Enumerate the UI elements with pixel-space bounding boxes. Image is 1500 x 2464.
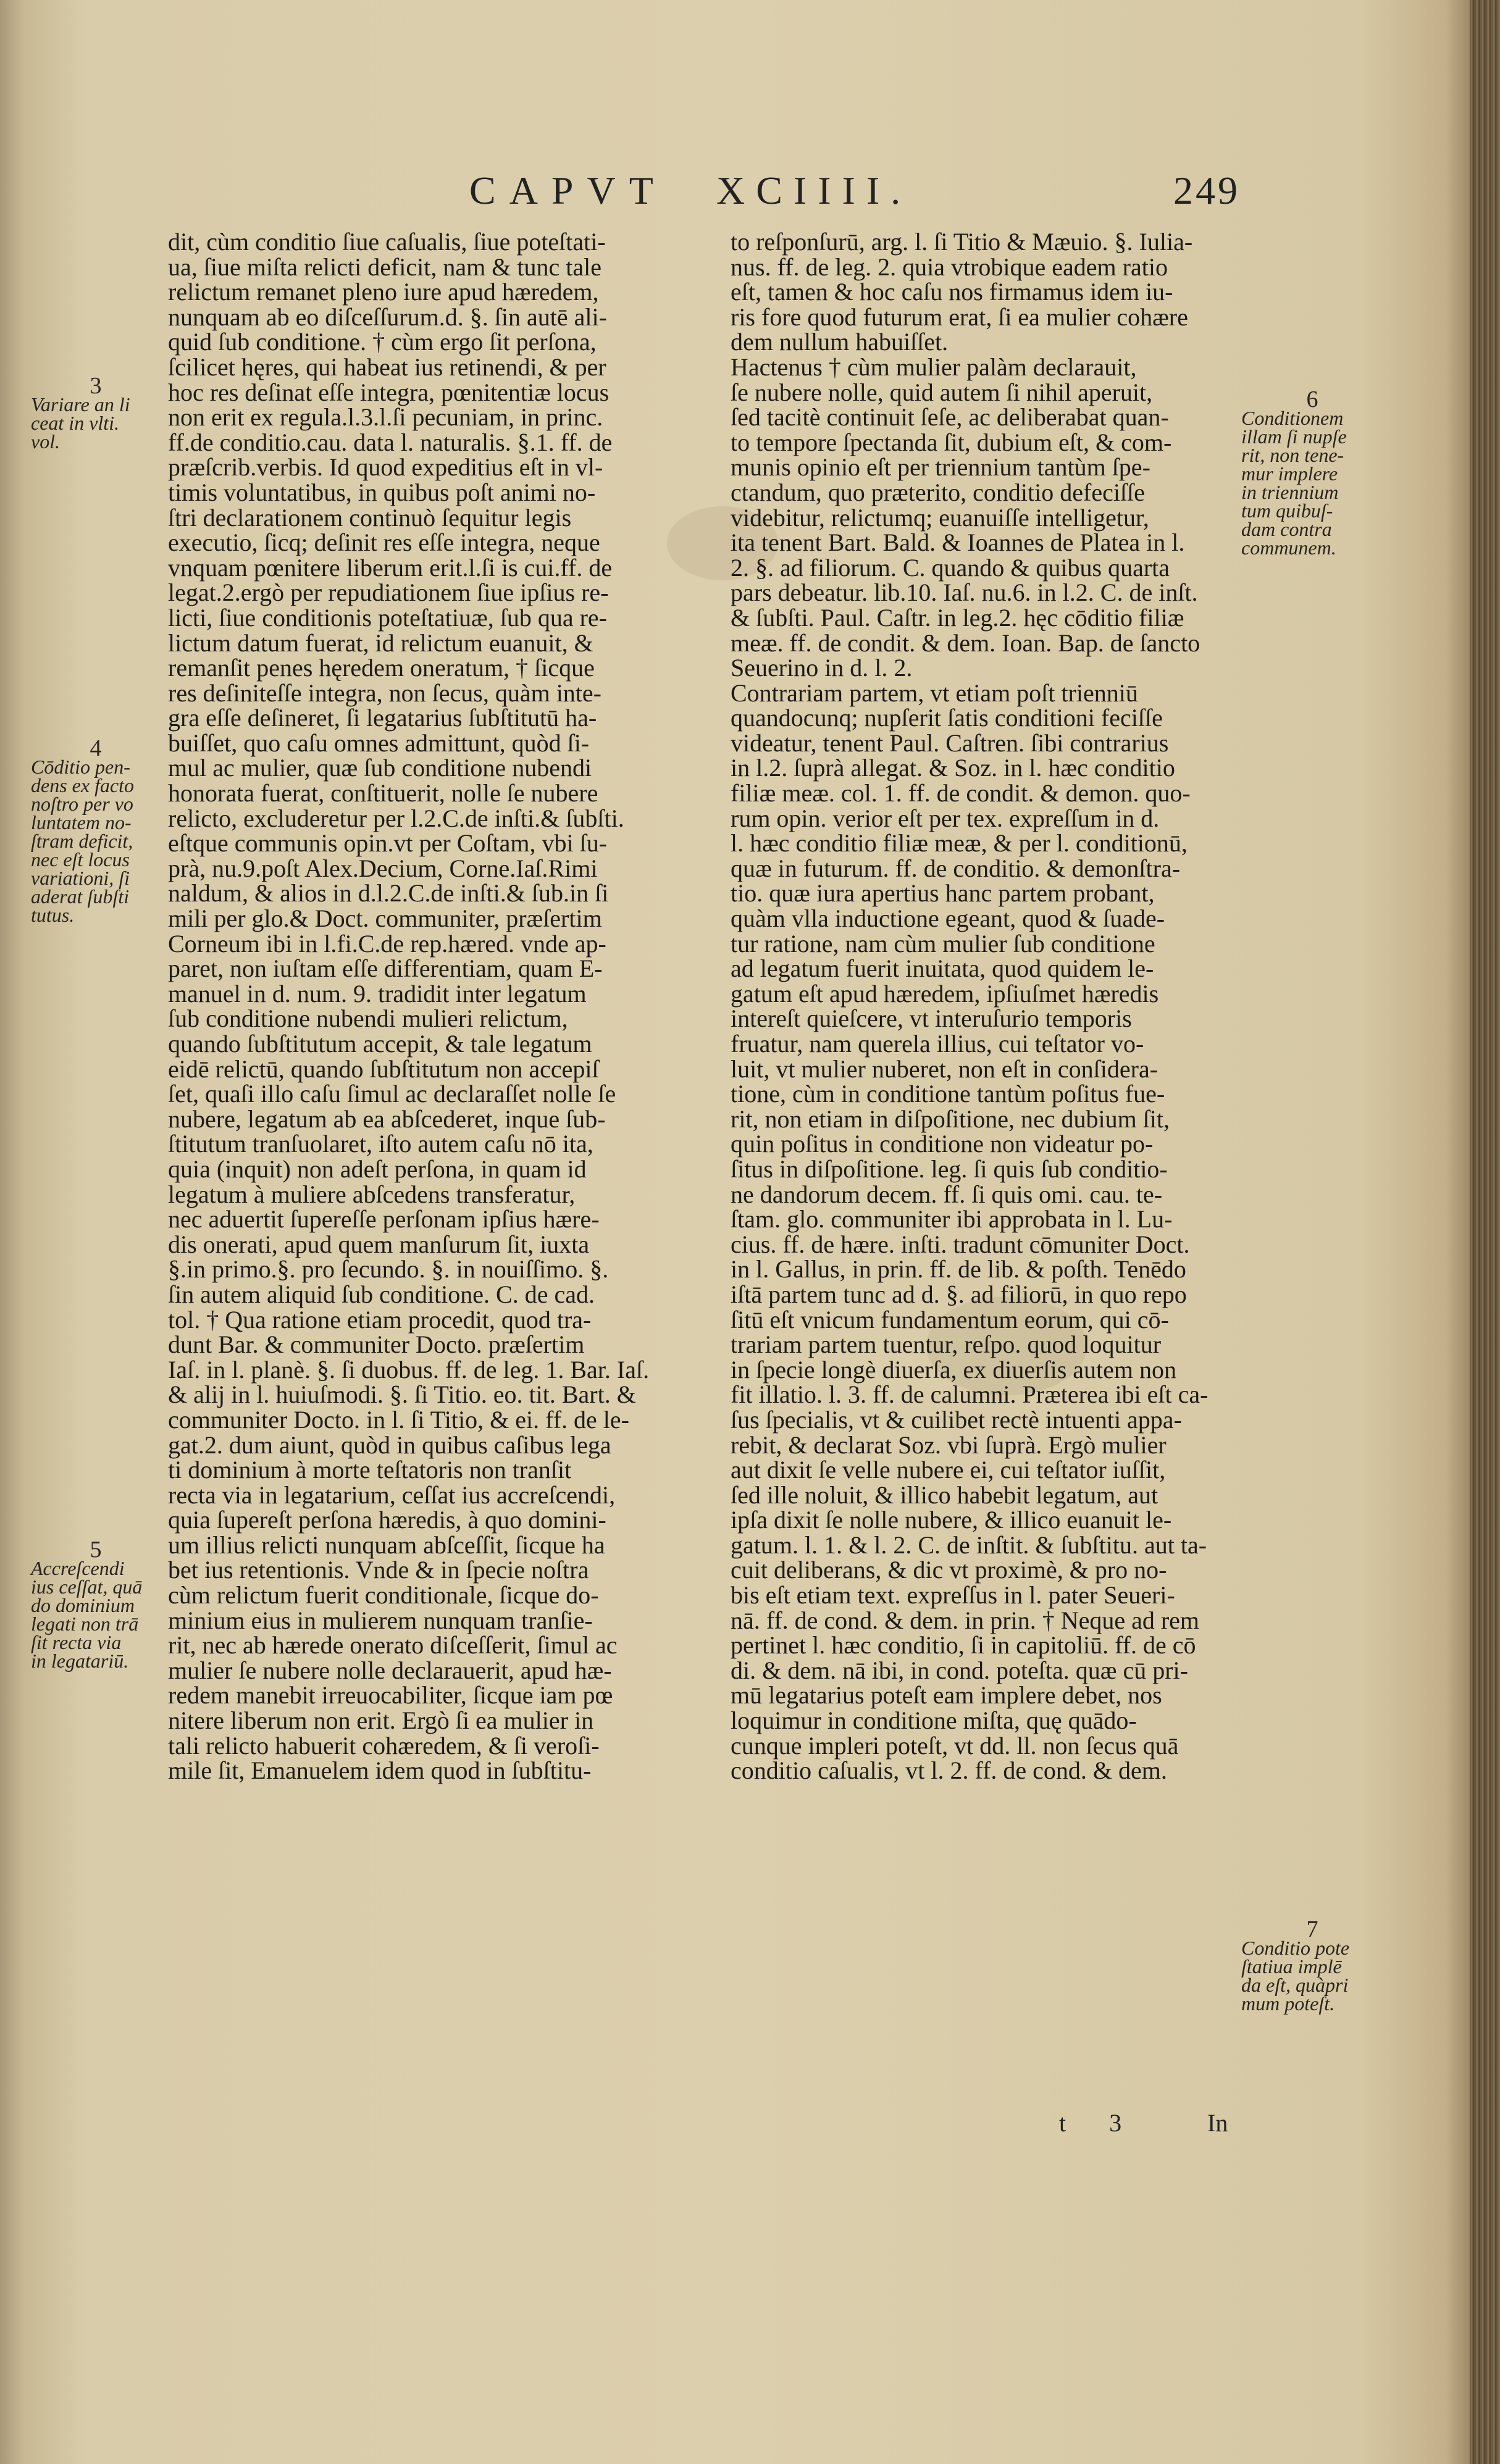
- text-line: tione, cùm in conditione tantùm poſitus fue-: [731, 1080, 1165, 1108]
- text-line: to tempore ſpectanda ſit, dubium eſt, & com-: [731, 428, 1172, 456]
- text-line: um illius relicti nunquam abſceſſit, ſicque ha: [168, 1531, 605, 1559]
- text-line: meæ. ff. de condit. & dem. Ioan. Bap. de ſancto: [731, 629, 1200, 657]
- text-line: nubere, legatum ab ea abſcederet, inque ſub-: [168, 1105, 606, 1133]
- signature-mark: t 3: [1059, 2109, 1141, 2137]
- text-line: vnquam pœnitere liberum erit.l.ſi is cui.ff. de: [168, 553, 613, 582]
- page-number: 249: [1173, 169, 1240, 212]
- text-line: conditio caſualis, vt l. 2. ff. de cond. & dem.: [731, 1756, 1167, 1785]
- text-line: legat.2.ergò per repudiationem ſiue ipſius re-: [168, 578, 609, 607]
- text-line: fruatur, nam querela illius, cui teſtator vo-: [731, 1030, 1144, 1058]
- margin-note-line: dam contra: [1241, 518, 1332, 540]
- text-line: ſed tacitè continuit ſeſe, ac deliberabat quan-: [731, 403, 1169, 432]
- text-line: ſed ille noluit, & illico habebit legatum, aut: [731, 1480, 1159, 1509]
- text-line: recta via in legatarium, ceſſat ius accreſcendi,: [168, 1480, 616, 1509]
- text-line: bet ius retentionis. Vnde & in ſpecie noſtra: [168, 1556, 589, 1584]
- text-line: lictum datum fuerat, id relictum euanuit, &: [168, 629, 593, 657]
- margin-note-line: do dominium: [31, 1594, 135, 1616]
- text-line: nitere liberum non erit. Ergò ſi ea mulier in: [168, 1706, 594, 1735]
- text-line: tol. † Qua ratione etiam procedit, quod tra-: [168, 1305, 592, 1334]
- margin-note-line: mum poteſt.: [1241, 1992, 1335, 2015]
- margin-note-line: mur implere: [1241, 462, 1338, 485]
- text-line: mili per glo.& Doct. communiter, præſertim: [168, 904, 602, 933]
- text-line: & ſubſti. Paul. Caſtr. in leg.2. hęc cōditio filiæ: [731, 603, 1184, 632]
- text-line: dunt Bar. & communiter Docto. præſertim: [168, 1330, 585, 1359]
- text-line: ſtri declarationem continuò ſequitur legis: [168, 503, 572, 532]
- text-line: aut dixit ſe velle nubere ei, cui teſtator iuſſit,: [731, 1456, 1166, 1484]
- text-line: ne dandorum decem. ff. ſi quis omi. cau. te-: [731, 1180, 1163, 1208]
- text-line: intereſt quieſcere, vt interuſurio temporis: [731, 1004, 1132, 1033]
- text-line: trariam partem tuentur, reſpo. quod loquitur: [731, 1330, 1162, 1359]
- text-line: in l.2. ſuprà allegat. & Soz. in l. hæc conditio: [731, 754, 1175, 782]
- text-line: iſtā partem tunc ad d. §. ad filiorū, in quo repo: [731, 1280, 1187, 1308]
- text-line: munis opinio eſt per triennium tantùm ſpe-: [731, 453, 1150, 482]
- text-line: gatum eſt apud hæredem, ipſiuſmet hæredis: [731, 979, 1159, 1008]
- text-line: eſt, tamen & hoc caſu nos firmamus idem iu-: [731, 278, 1173, 306]
- margin-note-number: 7: [1306, 1916, 1318, 1942]
- text-line: cuit deliberans, & dic vt proximè, & pro no-: [731, 1556, 1167, 1584]
- text-line: ris fore quod futurum erat, ſi ea mulier cohære: [731, 303, 1188, 331]
- text-line: præſcrib.verbis. Id quod expeditius eſt in vl-: [168, 453, 603, 482]
- margin-note-7: [1241, 1916, 1383, 2015]
- text-line: ſtam. glo. communiter ibi approbata in l. Lu-: [731, 1205, 1173, 1234]
- text-line: §.in primo.§. pro ſecundo. §. in nouiſſimo. §.: [168, 1255, 609, 1284]
- text-line: filiæ meæ. col. 1. ff. de condit. & demon. quo-: [731, 779, 1191, 808]
- margin-note-6: [1241, 386, 1383, 559]
- margin-note-4: [31, 735, 161, 926]
- text-line: ſitū eſt vnicum fundamentum eorum, qui cō-: [731, 1305, 1169, 1334]
- text-line: quandocunq; nupſerit ſatis conditioni feciſſe: [731, 704, 1163, 732]
- margin-note-line: communem.: [1241, 537, 1336, 559]
- text-line: & alij in l. huiuſmodi. §. ſi Titio. eo. tit. Bart. &: [168, 1380, 636, 1409]
- text-line: rit, nec ab hærede onerato diſceſſerit, ſimul ac: [168, 1631, 618, 1660]
- text-line: ſitus in diſpoſitione. leg. ſi quis ſub conditio-: [731, 1155, 1168, 1183]
- text-line: Hactenus † cùm mulier palàm declarauit,: [731, 353, 1137, 381]
- text-line: luit, vt mulier nuberet, non eſt in conſidera-: [731, 1055, 1159, 1083]
- margin-note-line: luntatem no-: [31, 811, 132, 833]
- margin-note-line: rit, non tene-: [1241, 444, 1344, 466]
- text-line: paret, non iuſtam eſſe differentiam, quam E-: [168, 954, 603, 983]
- text-line: cunque impleri poteſt, vt dd. ll. non ſecus quā: [731, 1731, 1179, 1760]
- text-line: buiſſet, quo caſu omnes admittunt, quòd ſi-: [168, 729, 590, 757]
- text-line: communiter Docto. in l. ſi Titio, & ei. ff. de le-: [168, 1405, 629, 1434]
- text-line: mulier ſe nubere nolle declarauerit, apud hæ-: [168, 1656, 612, 1684]
- text-line: ſin autem aliquid ſub conditione. C. de cad.: [168, 1280, 595, 1308]
- left-text-column: [168, 230, 693, 1784]
- text-line: quia (inquit) non adeſt perſona, in quam id: [168, 1155, 587, 1183]
- text-line: in ſpecie longè diuerſa, ex diuerſis autem non: [731, 1355, 1176, 1384]
- margin-note-line: illam ſi nupſe: [1241, 425, 1347, 448]
- margin-note-line: Variare an li: [31, 393, 130, 416]
- margin-note-line: Conditionem: [1241, 407, 1344, 429]
- text-line: rit, non etiam in diſpoſitione, nec dubium ſit,: [731, 1105, 1170, 1133]
- margin-note-line: variationi, ſi: [31, 867, 130, 889]
- text-line: naldum, & alios in d.l.2.C.de inſti.& ſub.in ſi: [168, 879, 609, 908]
- margin-note-line: nec eſt locus: [31, 848, 130, 871]
- catchword: In: [1207, 2109, 1228, 2137]
- text-line: tali relicto habuerit cohæredem, & ſi veroſi-: [168, 1731, 600, 1760]
- margin-note-number: 5: [90, 1537, 102, 1563]
- margin-note-line: ſtatiua implē: [1241, 1955, 1342, 1977]
- text-line: rum opin. verior eſt per tex. expreſſum in d.: [731, 804, 1160, 832]
- text-line: quæ in futurum. ff. de conditio. & demonſtra-: [731, 854, 1181, 882]
- text-line: to reſponſurū, arg. l. ſi Titio & Mæuio. §. Iulia-: [731, 228, 1193, 256]
- text-line: manuel in d. num. 9. tradidit inter legatum: [168, 979, 587, 1008]
- text-line: in l. Gallus, in prin. ff. de lib. & poſth. Tenēdo: [731, 1255, 1186, 1284]
- page-edges: [1470, 0, 1500, 2464]
- text-line: ff.de conditio.cau. data l. naturalis. §.1. ff. de: [168, 428, 613, 456]
- text-line: mile ſit, Emanuelem idem quod in ſubſtitu-: [168, 1756, 592, 1785]
- text-line: timis voluntatibus, in quibus poſt animi no-: [168, 478, 596, 506]
- text-line: ua, ſiue miſta relicti deficit, nam & tunc tale: [168, 253, 601, 281]
- text-line: Iaſ. in l. planè. §. ſi duobus. ff. de leg. 1. Bar. Iaſ.: [168, 1355, 650, 1384]
- text-line: eidē relictū, quando ſubſtitutum non accepiſ: [168, 1055, 599, 1083]
- margin-note-3: [31, 373, 161, 453]
- text-line: remanſit penes hęredem oneratum, † ſicque: [168, 654, 595, 682]
- text-line: ſub conditione nubendi mulieri relictum,: [168, 1004, 568, 1033]
- margin-note-line: Cōditio pen-: [31, 756, 130, 778]
- text-line: ſtitutum tranſuolaret, iſto autem caſu nō ita,: [168, 1130, 593, 1158]
- text-line: tio. quæ iura apertius hanc partem probant,: [731, 879, 1155, 908]
- text-line: dis onerati, apud quem manſurum ſit, iuxta: [168, 1230, 590, 1258]
- text-line: non erit ex regula.l.3.l.ſi pecuniam, in princ.: [168, 403, 603, 432]
- text-line: Seuerino in d. l. 2.: [731, 654, 913, 682]
- text-line: ad legatum fuerit inuitata, quod quidem le-: [731, 954, 1154, 983]
- text-line: honorata fuerat, conſtituerit, nolle ſe nubere: [168, 779, 598, 808]
- margin-note-line: ſtram deficit,: [31, 830, 133, 852]
- margin-note-line: ceat in vlti.: [31, 412, 120, 434]
- text-line: eſtque communis opin.vt per Coſtam, vbi ſu-: [168, 829, 608, 858]
- running-head-chapter-number: XCIIII.: [716, 169, 912, 212]
- text-line: dit, cùm conditio ſiue caſualis, ſiue poteſtati-: [168, 228, 606, 256]
- text-line: mū legatarius poteſt eam implere debet, nos: [731, 1681, 1162, 1710]
- text-line: videbitur, relictumq; euanuiſſe intelligetur,: [731, 503, 1149, 532]
- running-head-chapter-label: CAPVT: [469, 169, 667, 212]
- text-line: pars debeatur. lib.10. Iaſ. nu.6. in l.2. C. de inſt.: [731, 578, 1198, 607]
- text-line: di. & dem. nā ibi, in cond. poteſta. quæ cū pri-: [731, 1656, 1188, 1684]
- margin-note-line: aderat ſubſti: [31, 885, 130, 908]
- text-line: mul ac mulier, quæ ſub conditione nubendi: [168, 754, 592, 782]
- margin-note-number: 3: [90, 373, 102, 399]
- text-line: nec aduertit ſupereſſe perſonam ipſius hære-: [168, 1205, 600, 1234]
- text-line: gat.2. dum aiunt, quòd in quibus caſibus lega: [168, 1430, 611, 1459]
- text-line: videatur, tenent Paul. Caſtren. ſibi contrarius: [731, 729, 1169, 757]
- text-line: redem manebit irreuocabiliter, ſicque iam pœ: [168, 1681, 613, 1710]
- margin-note-line: vol.: [31, 430, 61, 453]
- text-line: quia ſupereſt perſona hæredis, à quo domini-: [168, 1506, 606, 1534]
- text-line: Contrariam partem, vt etiam poſt trienniū: [731, 679, 1138, 707]
- text-line: quid ſub conditione. † cùm ergo ſit perſona,: [168, 328, 597, 356]
- margin-note-number: 6: [1306, 386, 1318, 412]
- margin-note-line: in legatariū.: [31, 1650, 129, 1672]
- text-line: relicto, excluderetur per l.2.C.de inſti.& ſubſti.: [168, 804, 624, 832]
- text-line: nā. ff. de cond. & dem. in prin. † Neque ad rem: [731, 1606, 1200, 1634]
- text-line: 2. §. ad filiorum. C. quando & quibus quarta: [731, 553, 1170, 582]
- margin-note-line: da eſt, quàpri: [1241, 1974, 1349, 1996]
- text-line: executio, ſicq; deſinit res eſſe integra, neque: [168, 528, 600, 557]
- margin-note-line: in triennium: [1241, 481, 1339, 503]
- text-line: l. hæc conditio filiæ meæ, & per l. conditionū,: [731, 829, 1188, 858]
- margin-note-line: tum quibuſ-: [1241, 499, 1333, 522]
- text-line: Corneum ibi in l.fi.C.de rep.hæred. vnde ap-: [168, 929, 606, 958]
- text-line: quin poſitus in conditione non videatur po-: [731, 1130, 1154, 1158]
- text-line: licti, ſiue conditionis poteſtatiuæ, ſub qua re-: [168, 603, 607, 632]
- margin-note-number: 4: [90, 735, 102, 761]
- text-line: ita tenent Bart. Bald. & Ioannes de Platea in l.: [731, 528, 1185, 557]
- margin-note-line: Conditio pote: [1241, 1937, 1350, 1959]
- text-line: bis eſt etiam text. expreſſus in l. pater Seueri-: [731, 1581, 1175, 1610]
- text-line: rebit, & declarat Soz. vbi ſuprà. Ergò mulier: [731, 1430, 1167, 1459]
- margin-note-line: dens ex facto: [31, 774, 135, 796]
- text-line: pertinet l. hæc conditio, ſi in capitoliū. ff. de cō: [731, 1631, 1196, 1660]
- margin-note-line: tutus.: [31, 904, 75, 926]
- text-line: tur ratione, nam cùm mulier ſub conditione: [731, 929, 1155, 958]
- margin-note-line: legati non trā: [31, 1613, 139, 1635]
- text-line: gra eſſe deſineret, ſi legatarius ſubſtitutū ha-: [168, 704, 597, 732]
- margin-note-line: ius ceſſat, quā: [31, 1576, 143, 1598]
- text-line: nus. ff. de leg. 2. quia vtrobique eadem ratio: [731, 253, 1168, 281]
- text-line: nunquam ab eo diſceſſurum.d. §. ſin autē ali-: [168, 303, 607, 331]
- text-line: quando ſubſtitutum accepit, & tale legatum: [168, 1030, 592, 1058]
- text-line: quàm vlla inductione egeant, quod & ſuade-: [731, 904, 1165, 933]
- text-line: legatum à muliere abſcedens transferatur,: [168, 1180, 576, 1208]
- text-line: ti dominium à morte teſtatoris non tranſit: [168, 1456, 572, 1484]
- text-line: prà, nu.9.poſt Alex.Decium, Corne.Iaſ.Rimi: [168, 854, 598, 882]
- text-line: ſe nubere nolle, quid autem ſi nihil aperuit,: [731, 378, 1153, 406]
- text-line: ipſa dixit ſe nolle nubere, & illico euanuit le-: [731, 1506, 1172, 1534]
- text-line: ſus ſpecialis, vt & cuilibet rectè intuenti appa-: [731, 1405, 1182, 1434]
- text-line: relictum remanet pleno iure apud hæredem,: [168, 278, 599, 306]
- text-line: ſcilicet hęres, qui habeat ius retinendi, & per: [168, 353, 606, 381]
- margin-note-line: noſtro per vo: [31, 793, 133, 815]
- text-line: hoc res deſinat eſſe integra, pœnitentiæ locus: [168, 378, 610, 406]
- right-text-column: [731, 230, 1243, 1784]
- margin-note-line: Accreſcendi: [31, 1557, 125, 1579]
- text-line: gatum. l. 1. & l. 2. C. de inſtit. & ſubſtitu. aut ta-: [731, 1531, 1207, 1559]
- text-line: ſet, quaſi illo caſu ſimul ac declaraſſet nolle ſe: [168, 1080, 616, 1108]
- text-line: cùm relictum fuerit conditionale, ſicque do-: [168, 1581, 599, 1610]
- text-line: cius. ff. de hære. inſti. tradunt cōmuniter Doct.: [731, 1230, 1190, 1258]
- text-line: dem nullum habuiſſet.: [731, 328, 949, 356]
- margin-note-line: ſit recta via: [31, 1631, 122, 1653]
- text-line: minium eius in mulierem nunquam tranſie-: [168, 1606, 593, 1634]
- text-line: ctandum, quo præterito, conditio defeciſſe: [731, 478, 1145, 506]
- text-line: res deſiniteſſe integra, non ſecus, quàm inte-: [168, 679, 601, 707]
- text-line: fit illatio. l. 3. ff. de calumni. Præterea ibi eſt ca-: [731, 1380, 1209, 1409]
- text-line: loquimur in conditione miſta, quę quādo-: [731, 1706, 1137, 1735]
- margin-note-5: [31, 1537, 161, 1672]
